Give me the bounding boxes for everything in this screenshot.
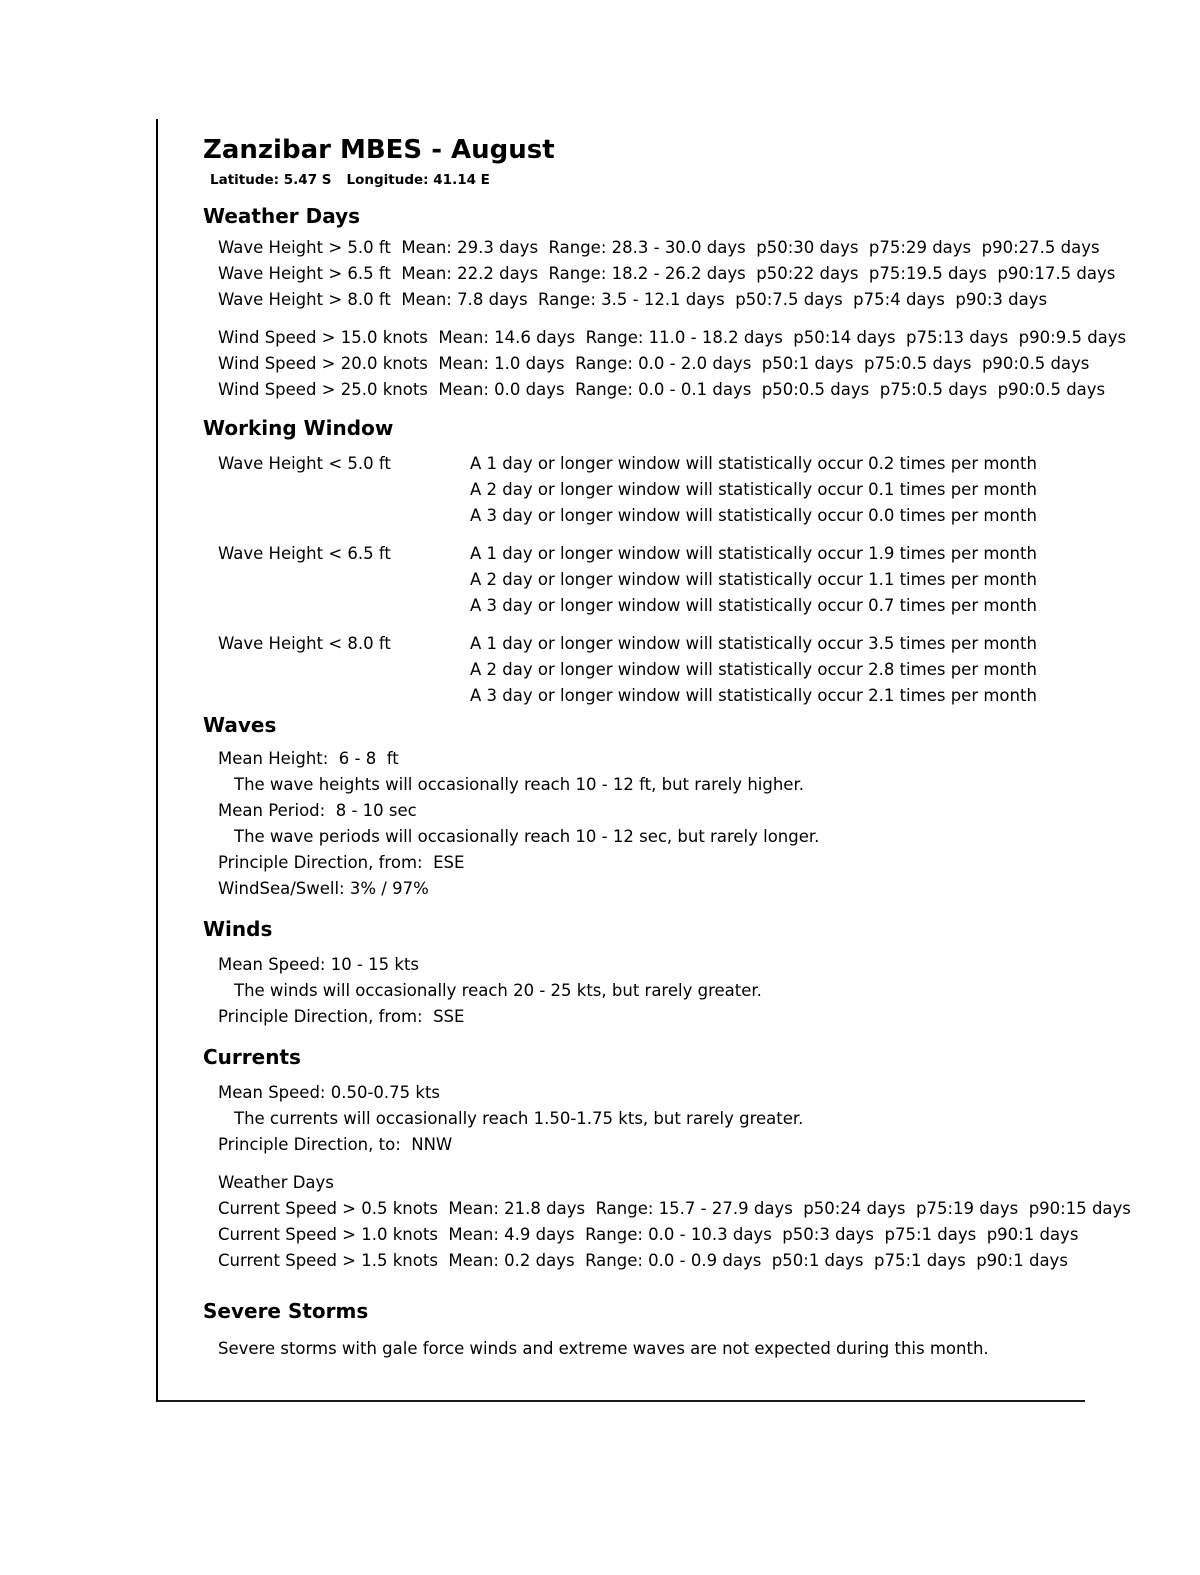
section-heading-severe-storms: Severe Storms [203,1299,369,1323]
winds-principle-direction: Principle Direction, from: SSE [218,1007,465,1026]
working-window-lines [470,631,1037,709]
working-window-lines [470,451,1037,529]
working-window-line: A 2 day or longer window will statistically occur 0.1 times per month [470,480,1037,499]
waves-period-note: The wave periods will occasionally reach 10 - 12 sec, but rarely longer. [234,827,820,846]
report-content [158,119,1178,1362]
currents-weather-line: Current Speed > 0.5 knots Mean: 21.8 days Range: 15.7 - 27.9 days p50:24 days p75:19 days p90:15 days [218,1199,1131,1218]
winds-block [203,952,1178,1030]
working-window-label: Wave Height < 5.0 ft [218,454,391,473]
weather-days-wave-block [203,235,1178,313]
weather-days-wave-line: Wave Height > 5.0 ft Mean: 29.3 days Range: 28.3 - 30.0 days p50:30 days p75:29 days p90:27.5 days [218,238,1100,257]
currents-weather-line: Current Speed > 1.0 knots Mean: 4.9 days Range: 0.0 - 10.3 days p50:3 days p75:1 days p90:1 days [218,1225,1079,1244]
waves-block [203,746,1178,902]
working-window-line: A 3 day or longer window will statistically occur 2.1 times per month [470,686,1037,705]
currents-mean-speed: Mean Speed: 0.50-0.75 kts [218,1083,441,1102]
working-window-label: Wave Height < 6.5 ft [218,544,391,563]
weather-days-wind-line: Wind Speed > 15.0 knots Mean: 14.6 days Range: 11.0 - 18.2 days p50:14 days p75:13 days p90:9.5 days [218,328,1127,347]
waves-principle-direction: Principle Direction, from: ESE [218,853,465,872]
winds-note: The winds will occasionally reach 20 - 25 kts, but rarely greater. [234,981,762,1000]
section-heading-working-window: Working Window [203,416,394,440]
currents-block [203,1080,1178,1158]
working-window-label: Wave Height < 8.0 ft [218,634,391,653]
working-window-line: A 2 day or longer window will statistically occur 1.1 times per month [470,570,1037,589]
currents-note: The currents will occasionally reach 1.50-1.75 kts, but rarely greater. [234,1109,804,1128]
currents-principle-direction: Principle Direction, to: NNW [218,1135,453,1154]
longitude-value: Longitude: 41.14 E [346,172,490,188]
working-window-line: A 1 day or longer window will statistically occur 3.5 times per month [470,634,1037,653]
waves-mean-height: Mean Height: 6 - 8 ft [218,749,399,768]
weather-days-wave-line: Wave Height > 8.0 ft Mean: 7.8 days Range: 3.5 - 12.1 days p50:7.5 days p75:4 days p90:3 days [218,290,1048,309]
working-window-line: A 3 day or longer window will statistically occur 0.0 times per month [470,506,1037,525]
section-heading-currents: Currents [203,1045,301,1069]
working-window-line: A 1 day or longer window will statistically occur 1.9 times per month [470,544,1037,563]
currents-weather-days-subheading: Weather Days [218,1173,334,1192]
weather-days-wind-block [203,325,1178,403]
working-window-group [218,541,1178,619]
currents-weather-days-block [203,1170,1178,1274]
coordinates [210,173,1178,187]
working-window-group [218,631,1178,709]
weather-days-wave-line: Wave Height > 6.5 ft Mean: 22.2 days Range: 18.2 - 26.2 days p50:22 days p75:19.5 days p90:17.5 days [218,264,1116,283]
working-window-line: A 3 day or longer window will statistically occur 0.7 times per month [470,596,1037,615]
latitude-value: Latitude: 5.47 S [210,172,332,188]
winds-mean-speed: Mean Speed: 10 - 15 kts [218,955,420,974]
currents-weather-line: Current Speed > 1.5 knots Mean: 0.2 days Range: 0.0 - 0.9 days p50:1 days p75:1 days p90:1 days [218,1251,1068,1270]
waves-height-note: The wave heights will occasionally reach 10 - 12 ft, but rarely higher. [234,775,804,794]
waves-windsea-swell: WindSea/Swell: 3% / 97% [218,879,429,898]
weather-days-wind-line: Wind Speed > 25.0 knots Mean: 0.0 days Range: 0.0 - 0.1 days p50:0.5 days p75:0.5 days p90:0.5 days [218,380,1106,399]
waves-mean-period: Mean Period: 8 - 10 sec [218,801,417,820]
working-window-group [218,451,1178,529]
report-title: Zanzibar MBES - August [203,135,555,165]
section-heading-weather-days: Weather Days [203,204,361,228]
section-heading-waves: Waves [203,713,277,737]
working-window-line: A 1 day or longer window will statistically occur 0.2 times per month [470,454,1037,473]
working-window-lines [470,541,1037,619]
working-window-line: A 2 day or longer window will statistically occur 2.8 times per month [470,660,1037,679]
severe-storms-text: Severe storms with gale force winds and extreme waves are not expected during this month. [218,1339,989,1358]
severe-storms-block [203,1336,1178,1362]
weather-days-wind-line: Wind Speed > 20.0 knots Mean: 1.0 days Range: 0.0 - 2.0 days p50:1 days p75:0.5 days p90:0.5 days [218,354,1090,373]
section-heading-winds: Winds [203,917,273,941]
